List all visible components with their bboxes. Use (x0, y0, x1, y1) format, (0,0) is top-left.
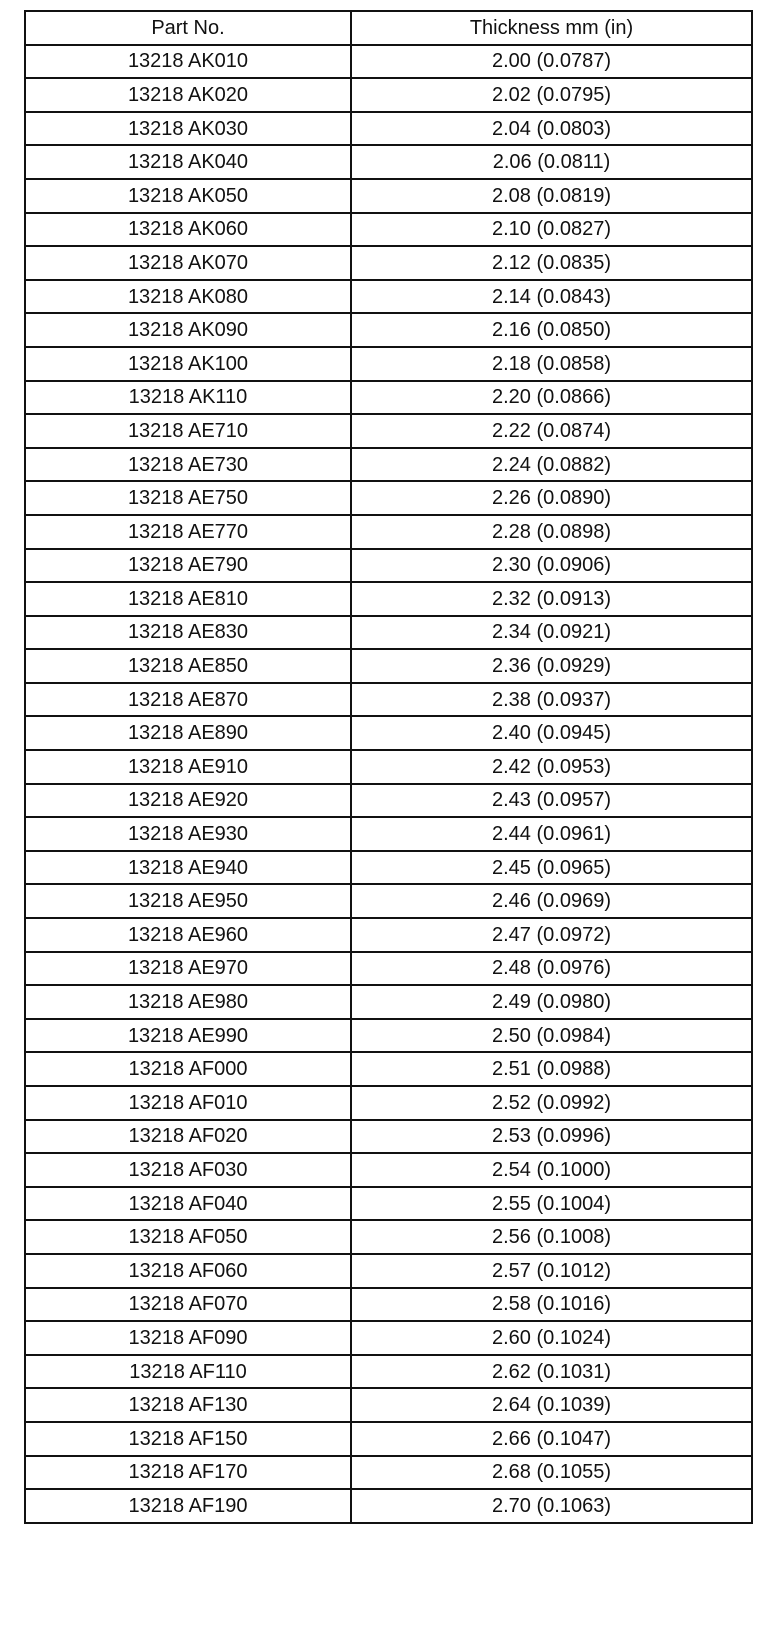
thickness-cell: 2.12 (0.0835) (351, 246, 752, 280)
table-row (25, 1153, 752, 1187)
part-number-cell: 13218 AE920 (25, 784, 351, 818)
table-row (25, 952, 752, 986)
part-number-cell: 13218 AE980 (25, 985, 351, 1019)
thickness-cell: 2.43 (0.0957) (351, 784, 752, 818)
part-thickness-table (24, 10, 753, 1524)
part-number-cell: 13218 AK020 (25, 78, 351, 112)
thickness-cell: 2.45 (0.0965) (351, 851, 752, 885)
part-number-cell: 13218 AF190 (25, 1489, 351, 1523)
thickness-cell: 2.20 (0.0866) (351, 381, 752, 415)
part-number-cell: 13218 AE750 (25, 481, 351, 515)
table-row (25, 1086, 752, 1120)
part-number-cell: 13218 AF020 (25, 1120, 351, 1154)
thickness-cell: 2.06 (0.0811) (351, 145, 752, 179)
part-number-cell: 13218 AF110 (25, 1355, 351, 1389)
part-number-cell: 13218 AE990 (25, 1019, 351, 1053)
table-row (25, 985, 752, 1019)
part-number-cell: 13218 AK080 (25, 280, 351, 314)
table-row (25, 1355, 752, 1389)
part-number-cell: 13218 AE970 (25, 952, 351, 986)
thickness-cell: 2.00 (0.0787) (351, 45, 752, 79)
thickness-cell: 2.16 (0.0850) (351, 313, 752, 347)
table-row (25, 1187, 752, 1221)
table-row (25, 179, 752, 213)
thickness-cell: 2.55 (0.1004) (351, 1187, 752, 1221)
table-row (25, 414, 752, 448)
part-number-cell: 13218 AK060 (25, 213, 351, 247)
column-header-thickness: Thickness mm (in) (351, 11, 752, 45)
table-row (25, 817, 752, 851)
thickness-cell: 2.50 (0.0984) (351, 1019, 752, 1053)
thickness-cell: 2.14 (0.0843) (351, 280, 752, 314)
thickness-cell: 2.48 (0.0976) (351, 952, 752, 986)
part-number-cell: 13218 AK070 (25, 246, 351, 280)
part-number-cell: 13218 AF130 (25, 1388, 351, 1422)
table-row (25, 1254, 752, 1288)
thickness-cell: 2.68 (0.1055) (351, 1456, 752, 1490)
thickness-cell: 2.47 (0.0972) (351, 918, 752, 952)
table-row (25, 1422, 752, 1456)
table-row (25, 1019, 752, 1053)
thickness-cell: 2.34 (0.0921) (351, 616, 752, 650)
table-row (25, 448, 752, 482)
table-row (25, 481, 752, 515)
part-number-cell: 13218 AE950 (25, 884, 351, 918)
part-number-cell: 13218 AK100 (25, 347, 351, 381)
part-number-cell: 13218 AE790 (25, 549, 351, 583)
part-number-cell: 13218 AF090 (25, 1321, 351, 1355)
thickness-cell: 2.58 (0.1016) (351, 1288, 752, 1322)
table-row (25, 884, 752, 918)
document-page (24, 10, 751, 1524)
thickness-cell: 2.02 (0.0795) (351, 78, 752, 112)
part-number-cell: 13218 AE810 (25, 582, 351, 616)
table-row (25, 1321, 752, 1355)
table-row (25, 145, 752, 179)
thickness-cell: 2.57 (0.1012) (351, 1254, 752, 1288)
thickness-cell: 2.42 (0.0953) (351, 750, 752, 784)
table-row (25, 213, 752, 247)
table-row (25, 347, 752, 381)
table-row (25, 381, 752, 415)
table-row (25, 851, 752, 885)
thickness-cell: 2.32 (0.0913) (351, 582, 752, 616)
table-row (25, 750, 752, 784)
part-number-cell: 13218 AE870 (25, 683, 351, 717)
thickness-cell: 2.66 (0.1047) (351, 1422, 752, 1456)
part-number-cell: 13218 AE850 (25, 649, 351, 683)
table-body (25, 45, 752, 1523)
part-number-cell: 13218 AF040 (25, 1187, 351, 1221)
table-row (25, 1388, 752, 1422)
part-number-cell: 13218 AF150 (25, 1422, 351, 1456)
table-row (25, 313, 752, 347)
table-row (25, 280, 752, 314)
part-number-cell: 13218 AE940 (25, 851, 351, 885)
part-number-cell: 13218 AK040 (25, 145, 351, 179)
table-row (25, 1456, 752, 1490)
table-row (25, 515, 752, 549)
thickness-cell: 2.70 (0.1063) (351, 1489, 752, 1523)
table-row (25, 78, 752, 112)
part-number-cell: 13218 AK010 (25, 45, 351, 79)
table-header-row (25, 11, 752, 45)
part-number-cell: 13218 AE730 (25, 448, 351, 482)
table-row (25, 716, 752, 750)
part-number-cell: 13218 AF070 (25, 1288, 351, 1322)
part-number-cell: 13218 AE910 (25, 750, 351, 784)
table-row (25, 784, 752, 818)
thickness-cell: 2.52 (0.0992) (351, 1086, 752, 1120)
part-number-cell: 13218 AF030 (25, 1153, 351, 1187)
table-row (25, 649, 752, 683)
thickness-cell: 2.08 (0.0819) (351, 179, 752, 213)
thickness-cell: 2.38 (0.0937) (351, 683, 752, 717)
part-number-cell: 13218 AE890 (25, 716, 351, 750)
table-row (25, 582, 752, 616)
thickness-cell: 2.04 (0.0803) (351, 112, 752, 146)
thickness-cell: 2.54 (0.1000) (351, 1153, 752, 1187)
thickness-cell: 2.51 (0.0988) (351, 1052, 752, 1086)
thickness-cell: 2.40 (0.0945) (351, 716, 752, 750)
thickness-cell: 2.22 (0.0874) (351, 414, 752, 448)
table-row (25, 549, 752, 583)
part-number-cell: 13218 AE770 (25, 515, 351, 549)
table-row (25, 1288, 752, 1322)
table-row (25, 45, 752, 79)
thickness-cell: 2.24 (0.0882) (351, 448, 752, 482)
table-row (25, 616, 752, 650)
thickness-cell: 2.60 (0.1024) (351, 1321, 752, 1355)
table-row (25, 112, 752, 146)
thickness-cell: 2.36 (0.0929) (351, 649, 752, 683)
table-row (25, 683, 752, 717)
part-number-cell: 13218 AK090 (25, 313, 351, 347)
table-row (25, 246, 752, 280)
thickness-cell: 2.28 (0.0898) (351, 515, 752, 549)
column-header-part-no: Part No. (25, 11, 351, 45)
thickness-cell: 2.64 (0.1039) (351, 1388, 752, 1422)
table-row (25, 1489, 752, 1523)
part-number-cell: 13218 AK110 (25, 381, 351, 415)
part-number-cell: 13218 AF050 (25, 1220, 351, 1254)
thickness-cell: 2.46 (0.0969) (351, 884, 752, 918)
thickness-cell: 2.62 (0.1031) (351, 1355, 752, 1389)
part-number-cell: 13218 AE930 (25, 817, 351, 851)
table-row (25, 1120, 752, 1154)
thickness-cell: 2.49 (0.0980) (351, 985, 752, 1019)
thickness-cell: 2.30 (0.0906) (351, 549, 752, 583)
thickness-cell: 2.18 (0.0858) (351, 347, 752, 381)
thickness-cell: 2.26 (0.0890) (351, 481, 752, 515)
thickness-cell: 2.10 (0.0827) (351, 213, 752, 247)
part-number-cell: 13218 AE710 (25, 414, 351, 448)
table-row (25, 1052, 752, 1086)
part-number-cell: 13218 AF010 (25, 1086, 351, 1120)
part-number-cell: 13218 AF170 (25, 1456, 351, 1490)
table-row (25, 918, 752, 952)
part-number-cell: 13218 AE960 (25, 918, 351, 952)
part-number-cell: 13218 AK030 (25, 112, 351, 146)
part-number-cell: 13218 AF000 (25, 1052, 351, 1086)
table-row (25, 1220, 752, 1254)
part-number-cell: 13218 AK050 (25, 179, 351, 213)
part-number-cell: 13218 AE830 (25, 616, 351, 650)
thickness-cell: 2.44 (0.0961) (351, 817, 752, 851)
thickness-cell: 2.56 (0.1008) (351, 1220, 752, 1254)
thickness-cell: 2.53 (0.0996) (351, 1120, 752, 1154)
part-number-cell: 13218 AF060 (25, 1254, 351, 1288)
